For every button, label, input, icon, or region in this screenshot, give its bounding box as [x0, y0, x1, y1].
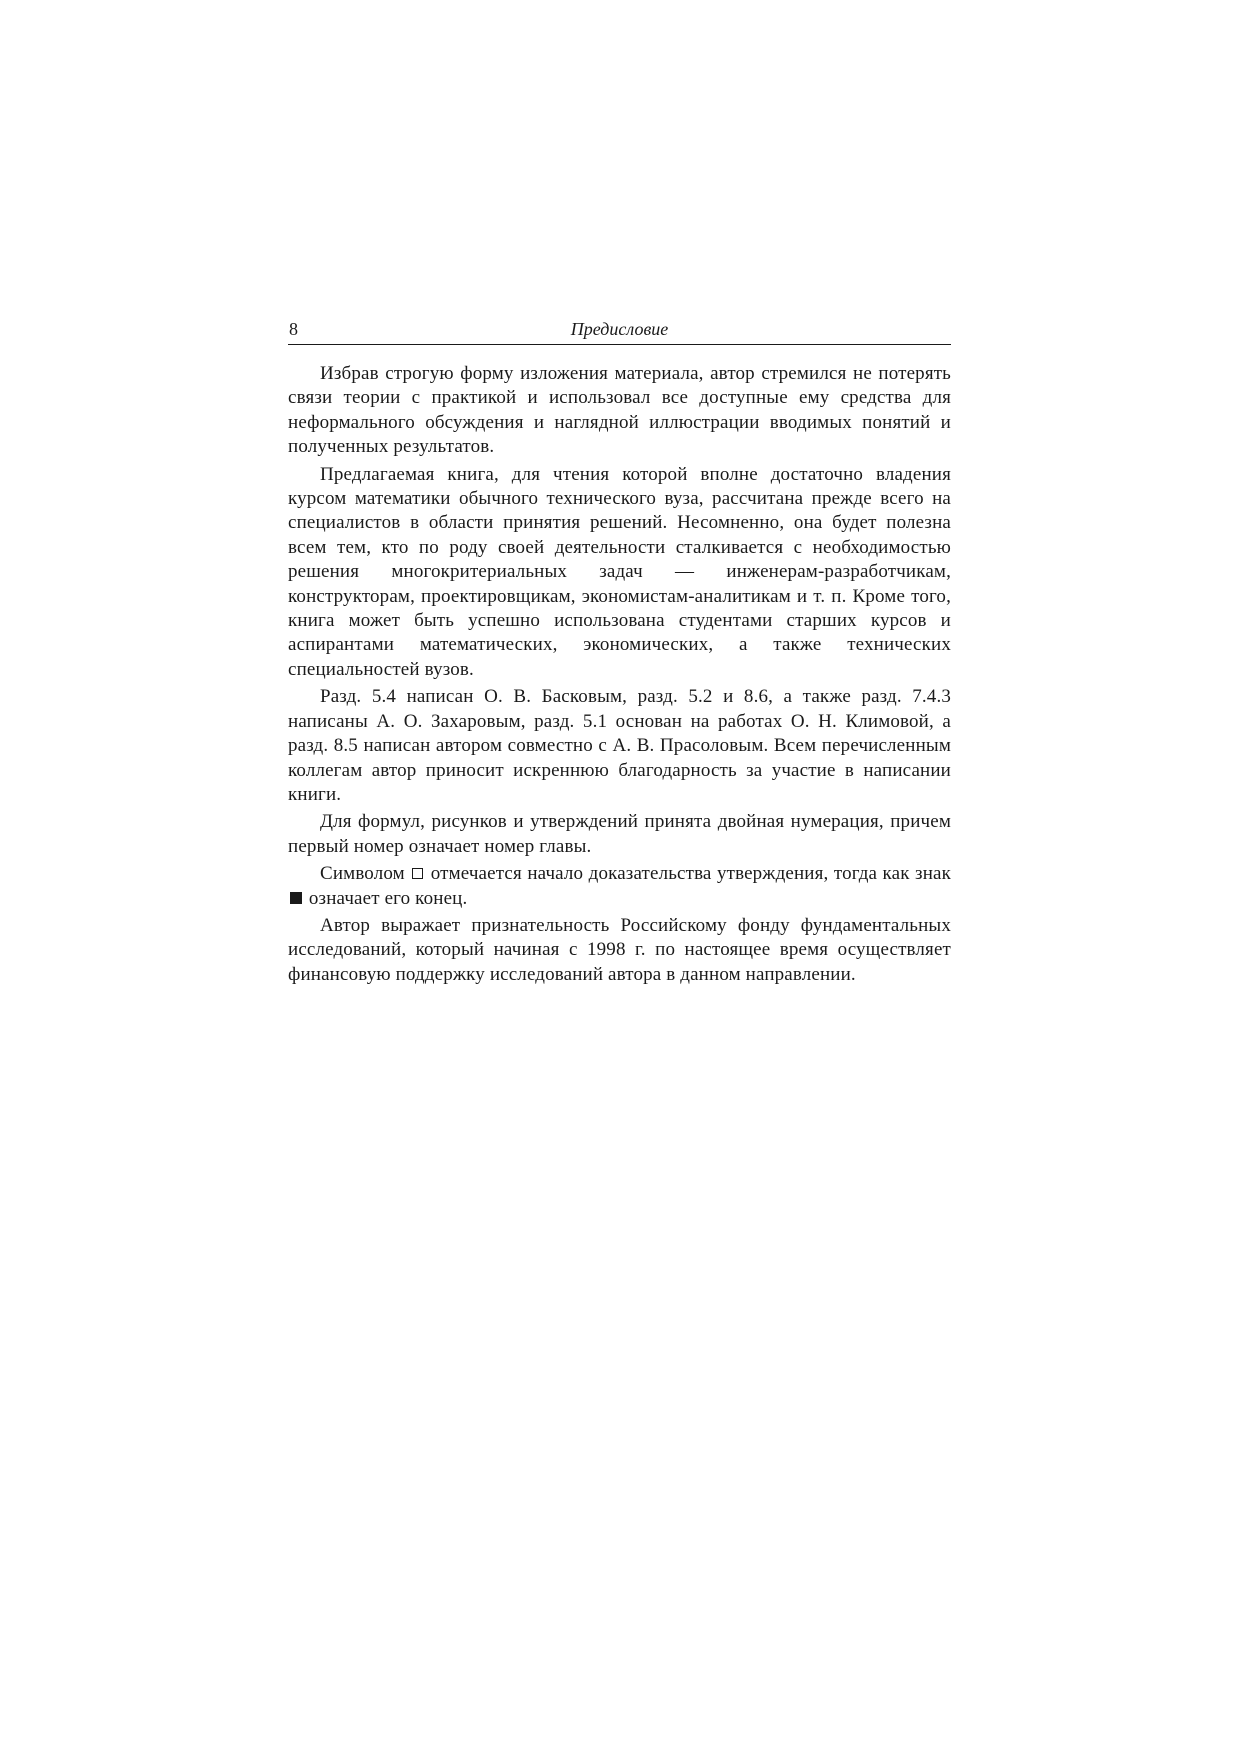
paragraph-1: Избрав строгую форму изложения материала, автор стремился не потерять связи теории с практикой и использовал все доступные ему средства для неформального обсуждения и наглядной иллюстрации вводимых понятий и полученных результатов.: [288, 363, 951, 458]
running-header: [288, 318, 951, 345]
paragraph-5: [288, 862, 951, 911]
paragraph-4: Для формул, рисунков и утверждений принята двойная нумерация, причем первый номер означает номер главы.: [288, 811, 951, 857]
paragraph-5-part-1: Символом: [320, 863, 405, 885]
paragraph-6: Автор выражает признательность Российскому фонду фундаментальных исследований, который начиная с 1998 г. по настоящее время осуществляет финансовую поддержку исследований автора в данном направлении.: [288, 914, 951, 985]
running-title: Предисловие: [570, 319, 669, 339]
page-number: 8: [289, 319, 298, 339]
paragraph-2: Предлагаемая книга, для чтения которой вполне достаточно владения курсом математики обычного технического вуза, рассчитана прежде всего на специалистов в области принятия решений. Несомненно, она будет полезна всем тем, кто по роду своей деятельности сталкивается с необходимостью решения многокритериальных задач — инженерам-разработчикам, конструкторам, проектировщикам, экономистам-аналитикам и т. п. Кроме того, книга может быть успешно использована студентами старших курсов и аспирантами математических, экономических, а также технических специальностей вузов.: [288, 463, 951, 680]
paragraph-5-part-2: отмечается начало доказательства утверждения, тогда как знак: [430, 863, 951, 885]
paragraph-3: Разд. 5.4 написан О. В. Басковым, разд. 5.2 и 8.6, а также разд. 7.4.3 написаны А. О. Захаровым, разд. 5.1 основан на работах О. Н. Климовой, а разд. 8.5 написан автором совместно с А. В. Прасоловым. Всем перечисленным коллегам автор приносит искреннюю благодарность за участие в написании книги.: [288, 686, 951, 805]
filled-square-icon: [290, 892, 302, 904]
open-square-icon: [412, 868, 423, 879]
body-text: [288, 362, 951, 987]
book-page: [288, 318, 951, 990]
paragraph-5-part-3: означает его конец.: [308, 887, 468, 909]
